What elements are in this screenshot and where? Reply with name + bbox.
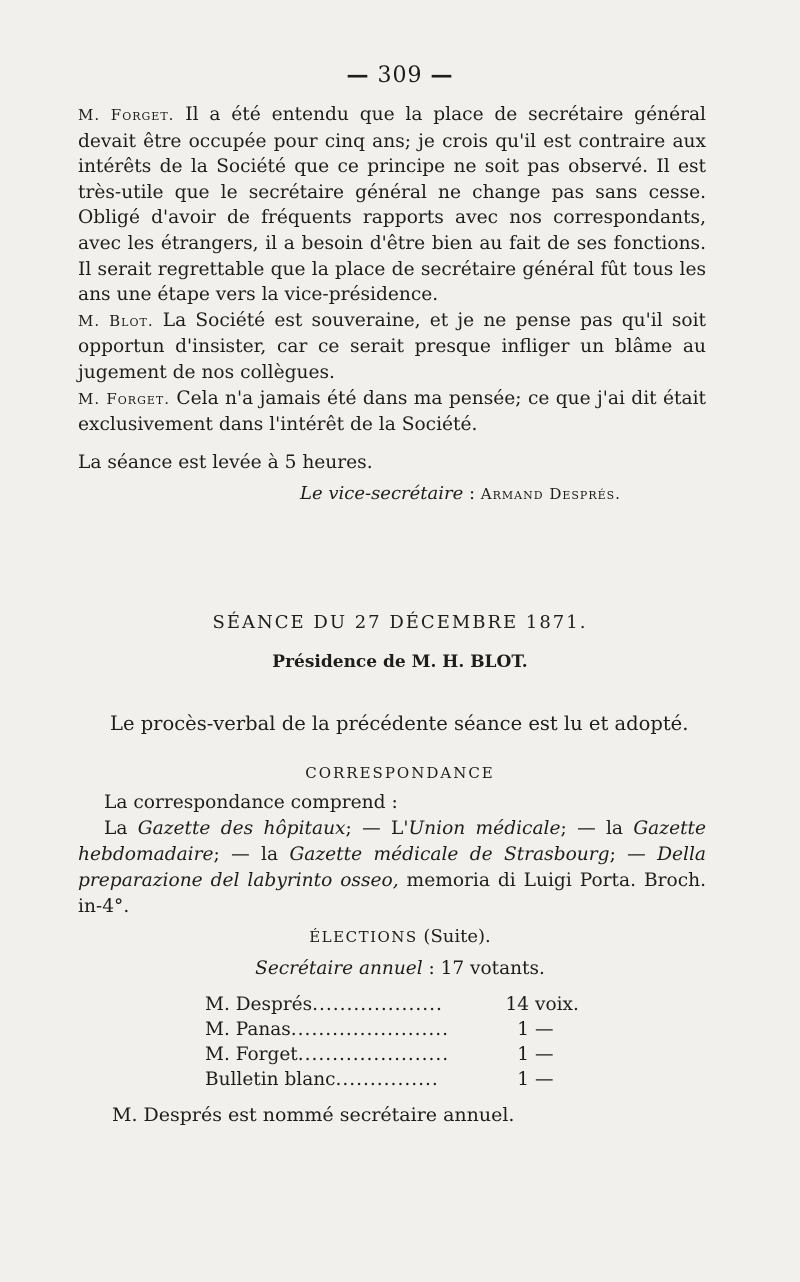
- correspondance-intro: La correspondance comprend :: [104, 792, 398, 813]
- corresp-item-1: Gazette des hôpitaux: [137, 818, 346, 839]
- page-header: [0, 62, 800, 88]
- corresp-sep-3: ; — la: [213, 844, 290, 865]
- vote-unit: —: [535, 1069, 554, 1090]
- corresp-item-5: Della preparazione del labyrinto osseo,: [78, 844, 706, 891]
- corresp-rest: memoria di Luigi Porta. Broch. in-4°.: [78, 870, 706, 917]
- speaker-blot: M. Blot.: [78, 311, 154, 330]
- vote-dots: ...............: [335, 1069, 439, 1090]
- corresp-sep-2: ; — la: [560, 818, 634, 839]
- vote-count: 1: [517, 1069, 529, 1090]
- vote-dots: ...................: [312, 994, 443, 1015]
- corresp-item-2: Union médicale: [408, 818, 561, 839]
- text-blot: La Société est souveraine, et je ne pense pas qu'il soit opportun d'insister, car ce serait presque infliger un blâme au jugement de nos collègues.: [78, 309, 706, 383]
- secretaire-votants: 17 votants.: [440, 958, 545, 979]
- vote-dots: ......................: [297, 1044, 450, 1065]
- vote-row: [205, 1042, 585, 1067]
- corresp-sep-4: ; —: [609, 844, 658, 865]
- votes-table: [205, 992, 585, 1092]
- correspondance-list: [78, 816, 706, 920]
- header-dash-left: —: [346, 62, 370, 88]
- seance-title: SÉANCE DU 27 DÉCEMBRE 1871.: [212, 612, 588, 633]
- discussion-block: [78, 102, 706, 475]
- correspondance-block: [78, 790, 706, 920]
- corresp-item-3: Gazette hebdomadaire: [78, 818, 707, 865]
- elections-title: [0, 926, 800, 947]
- elections-suffix: (Suite).: [417, 926, 491, 947]
- vote-count: 1: [517, 1019, 529, 1040]
- text-forget-1: Il a été entendu que la place de secrétaire général devait être occupée pour cinq ans; je crois qu'il est contraire aux intérêts de la Société que ce principe ne soit pas observé. Il est très-utile que le secrétaire général ne change pas sans cesse. Obligé d'avoir de fréquents rapports avec nos correspondants, avec les étrangers, il a besoin d'être bien au fait de ses fonctions. Il serait regrettable que la place de secrétaire général fût tous les ans une étape vers la vice-présidence.: [78, 104, 706, 306]
- vote-unit: —: [535, 1044, 554, 1065]
- header-dash-right: —: [430, 62, 454, 88]
- secretaire-separator: :: [422, 958, 441, 979]
- vote-dots: .......................: [290, 1019, 450, 1040]
- signature: [300, 483, 621, 504]
- speaker-forget-2: M. Forget.: [78, 389, 170, 408]
- final-line: M. Després est nommé secrétaire annuel.: [112, 1104, 515, 1126]
- vote-row: [205, 1067, 585, 1092]
- vote-unit: voix.: [535, 994, 579, 1015]
- paragraph-forget-2: [78, 386, 706, 438]
- vote-unit: —: [535, 1019, 554, 1040]
- corresp-sep-1: ; — L': [345, 818, 409, 839]
- secretaire-annuel-line: [0, 958, 800, 979]
- corresp-item-4: Gazette médicale de Strasbourg: [289, 844, 610, 865]
- paragraph-forget-1: [78, 102, 706, 308]
- vote-name: Bulletin blanc: [205, 1069, 336, 1090]
- signature-name: Armand Després.: [480, 485, 621, 503]
- signature-separator: :: [463, 483, 481, 504]
- elections-label: ÉLECTIONS: [309, 928, 418, 946]
- speaker-forget-1: M. Forget.: [78, 106, 175, 124]
- vote-count: 14: [505, 994, 529, 1015]
- secretaire-label: Secrétaire annuel: [255, 958, 423, 979]
- vote-name: M. Forget: [205, 1044, 298, 1065]
- vote-name: M. Panas: [205, 1019, 291, 1040]
- paragraph-blot: [78, 308, 706, 386]
- correspondance-title: CORRESPONDANCE: [305, 764, 495, 782]
- vote-row: [205, 992, 585, 1017]
- proces-verbal-line: Le procès-verbal de la précédente séance est lu et adopté.: [110, 712, 689, 735]
- text-forget-2: Cela n'a jamais été dans ma pensée; ce que j'ai dit était exclusivement dans l'intérêt de la Société.: [78, 387, 706, 436]
- signature-role: Le vice-secrétaire: [300, 483, 464, 504]
- corresp-la: La: [104, 818, 138, 839]
- page-number: 309: [377, 63, 423, 88]
- vote-row: [205, 1017, 585, 1042]
- closing-line: La séance est levée à 5 heures.: [78, 451, 373, 473]
- presidence-line: Présidence de M. H. BLOT.: [272, 652, 528, 672]
- vote-count: 1: [517, 1044, 529, 1065]
- vote-name: M. Després: [205, 994, 313, 1015]
